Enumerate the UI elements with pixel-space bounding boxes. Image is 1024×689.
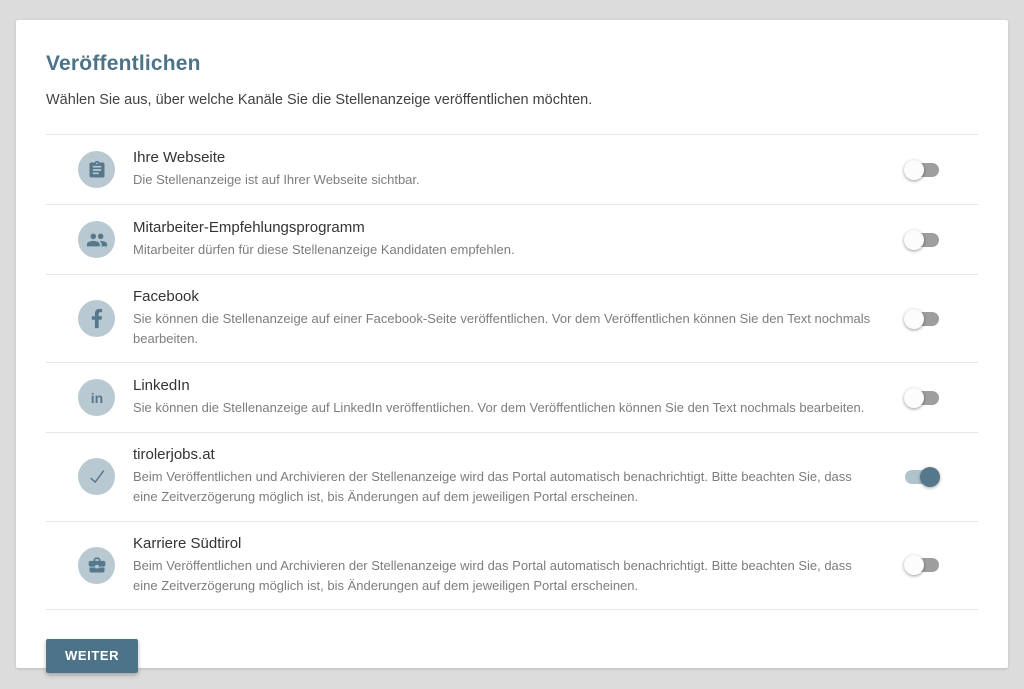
channel-title: tirolerjobs.at [133, 446, 215, 464]
channel-row [46, 205, 978, 275]
channel-text [133, 446, 884, 507]
toggle-knob [920, 467, 940, 487]
channel-title: Mitarbeiter-Empfehlungsprogramm [133, 218, 365, 236]
channel-text [133, 219, 884, 260]
channel-row [46, 275, 978, 363]
page-title: Veröffentlichen [46, 52, 201, 75]
channel-text [133, 535, 884, 596]
channel-description: Sie können die Stellenanzeige auf LinkedIn veröffentlichen. Vor dem Veröffentlichen können Sie den Text nochmals bearbeiten. [133, 400, 865, 416]
channel-description: Mitarbeiter dürfen für diese Stellenanzeige Kandidaten empfehlen. [133, 241, 515, 257]
channel-row [46, 522, 978, 610]
facebook-icon [78, 300, 115, 337]
channel-row [46, 363, 978, 433]
people-icon [78, 221, 115, 258]
channel-description: Beim Veröffentlichen und Archivieren der Stellenanzeige wird das Portal automatisch benachrichtigt. Bitte beachten Sie, dass eine Zeitverzögerung möglich ist, bis Änderungen auf dem jeweiligen Portal erscheinen. [133, 469, 852, 505]
channel-toggle[interactable] [904, 230, 940, 250]
channel-toggle[interactable] [904, 467, 940, 487]
toggle-knob [904, 309, 924, 329]
channel-toggle[interactable] [904, 309, 940, 329]
channel-row [46, 433, 978, 521]
channel-toggle[interactable] [904, 555, 940, 575]
publish-card [16, 20, 1008, 668]
channel-description: Die Stellenanzeige ist auf Ihrer Webseite sichtbar. [133, 171, 420, 187]
svg-text:in: in [90, 389, 103, 406]
channel-description: Sie können die Stellenanzeige auf einer Facebook-Seite veröffentlichen. Vor dem Veröffentlichen können Sie den Text nochmals bearbeiten. [133, 311, 871, 347]
briefcase-icon [78, 547, 115, 584]
linkedin-icon [78, 379, 115, 416]
channel-text [133, 288, 884, 349]
channel-row [46, 135, 978, 205]
toggle-knob [904, 555, 924, 575]
channel-toggle[interactable] [904, 388, 940, 408]
channel-text [133, 149, 884, 190]
channel-toggle[interactable] [904, 160, 940, 180]
channel-list [46, 134, 978, 610]
channel-title: Karriere Südtirol [133, 534, 242, 552]
check-icon [78, 458, 115, 495]
channel-description: Beim Veröffentlichen und Archivieren der Stellenanzeige wird das Portal automatisch benachrichtigt. Bitte beachten Sie, dass eine Zeitverzögerung möglich ist, bis Änderungen auf dem jeweiligen Portal erscheinen. [133, 557, 852, 593]
page-subtitle: Wählen Sie aus, über welche Kanäle Sie die Stellenanzeige veröffentlichen möchten. [46, 92, 593, 108]
toggle-knob [904, 160, 924, 180]
channel-text [133, 377, 884, 418]
toggle-knob [904, 230, 924, 250]
clipboard-icon [78, 151, 115, 188]
channel-title: Ihre Webseite [133, 148, 226, 166]
channel-title: Facebook [133, 288, 199, 305]
toggle-knob [904, 388, 924, 408]
channel-title: LinkedIn [133, 377, 190, 395]
next-button[interactable]: WEITER [46, 639, 138, 673]
